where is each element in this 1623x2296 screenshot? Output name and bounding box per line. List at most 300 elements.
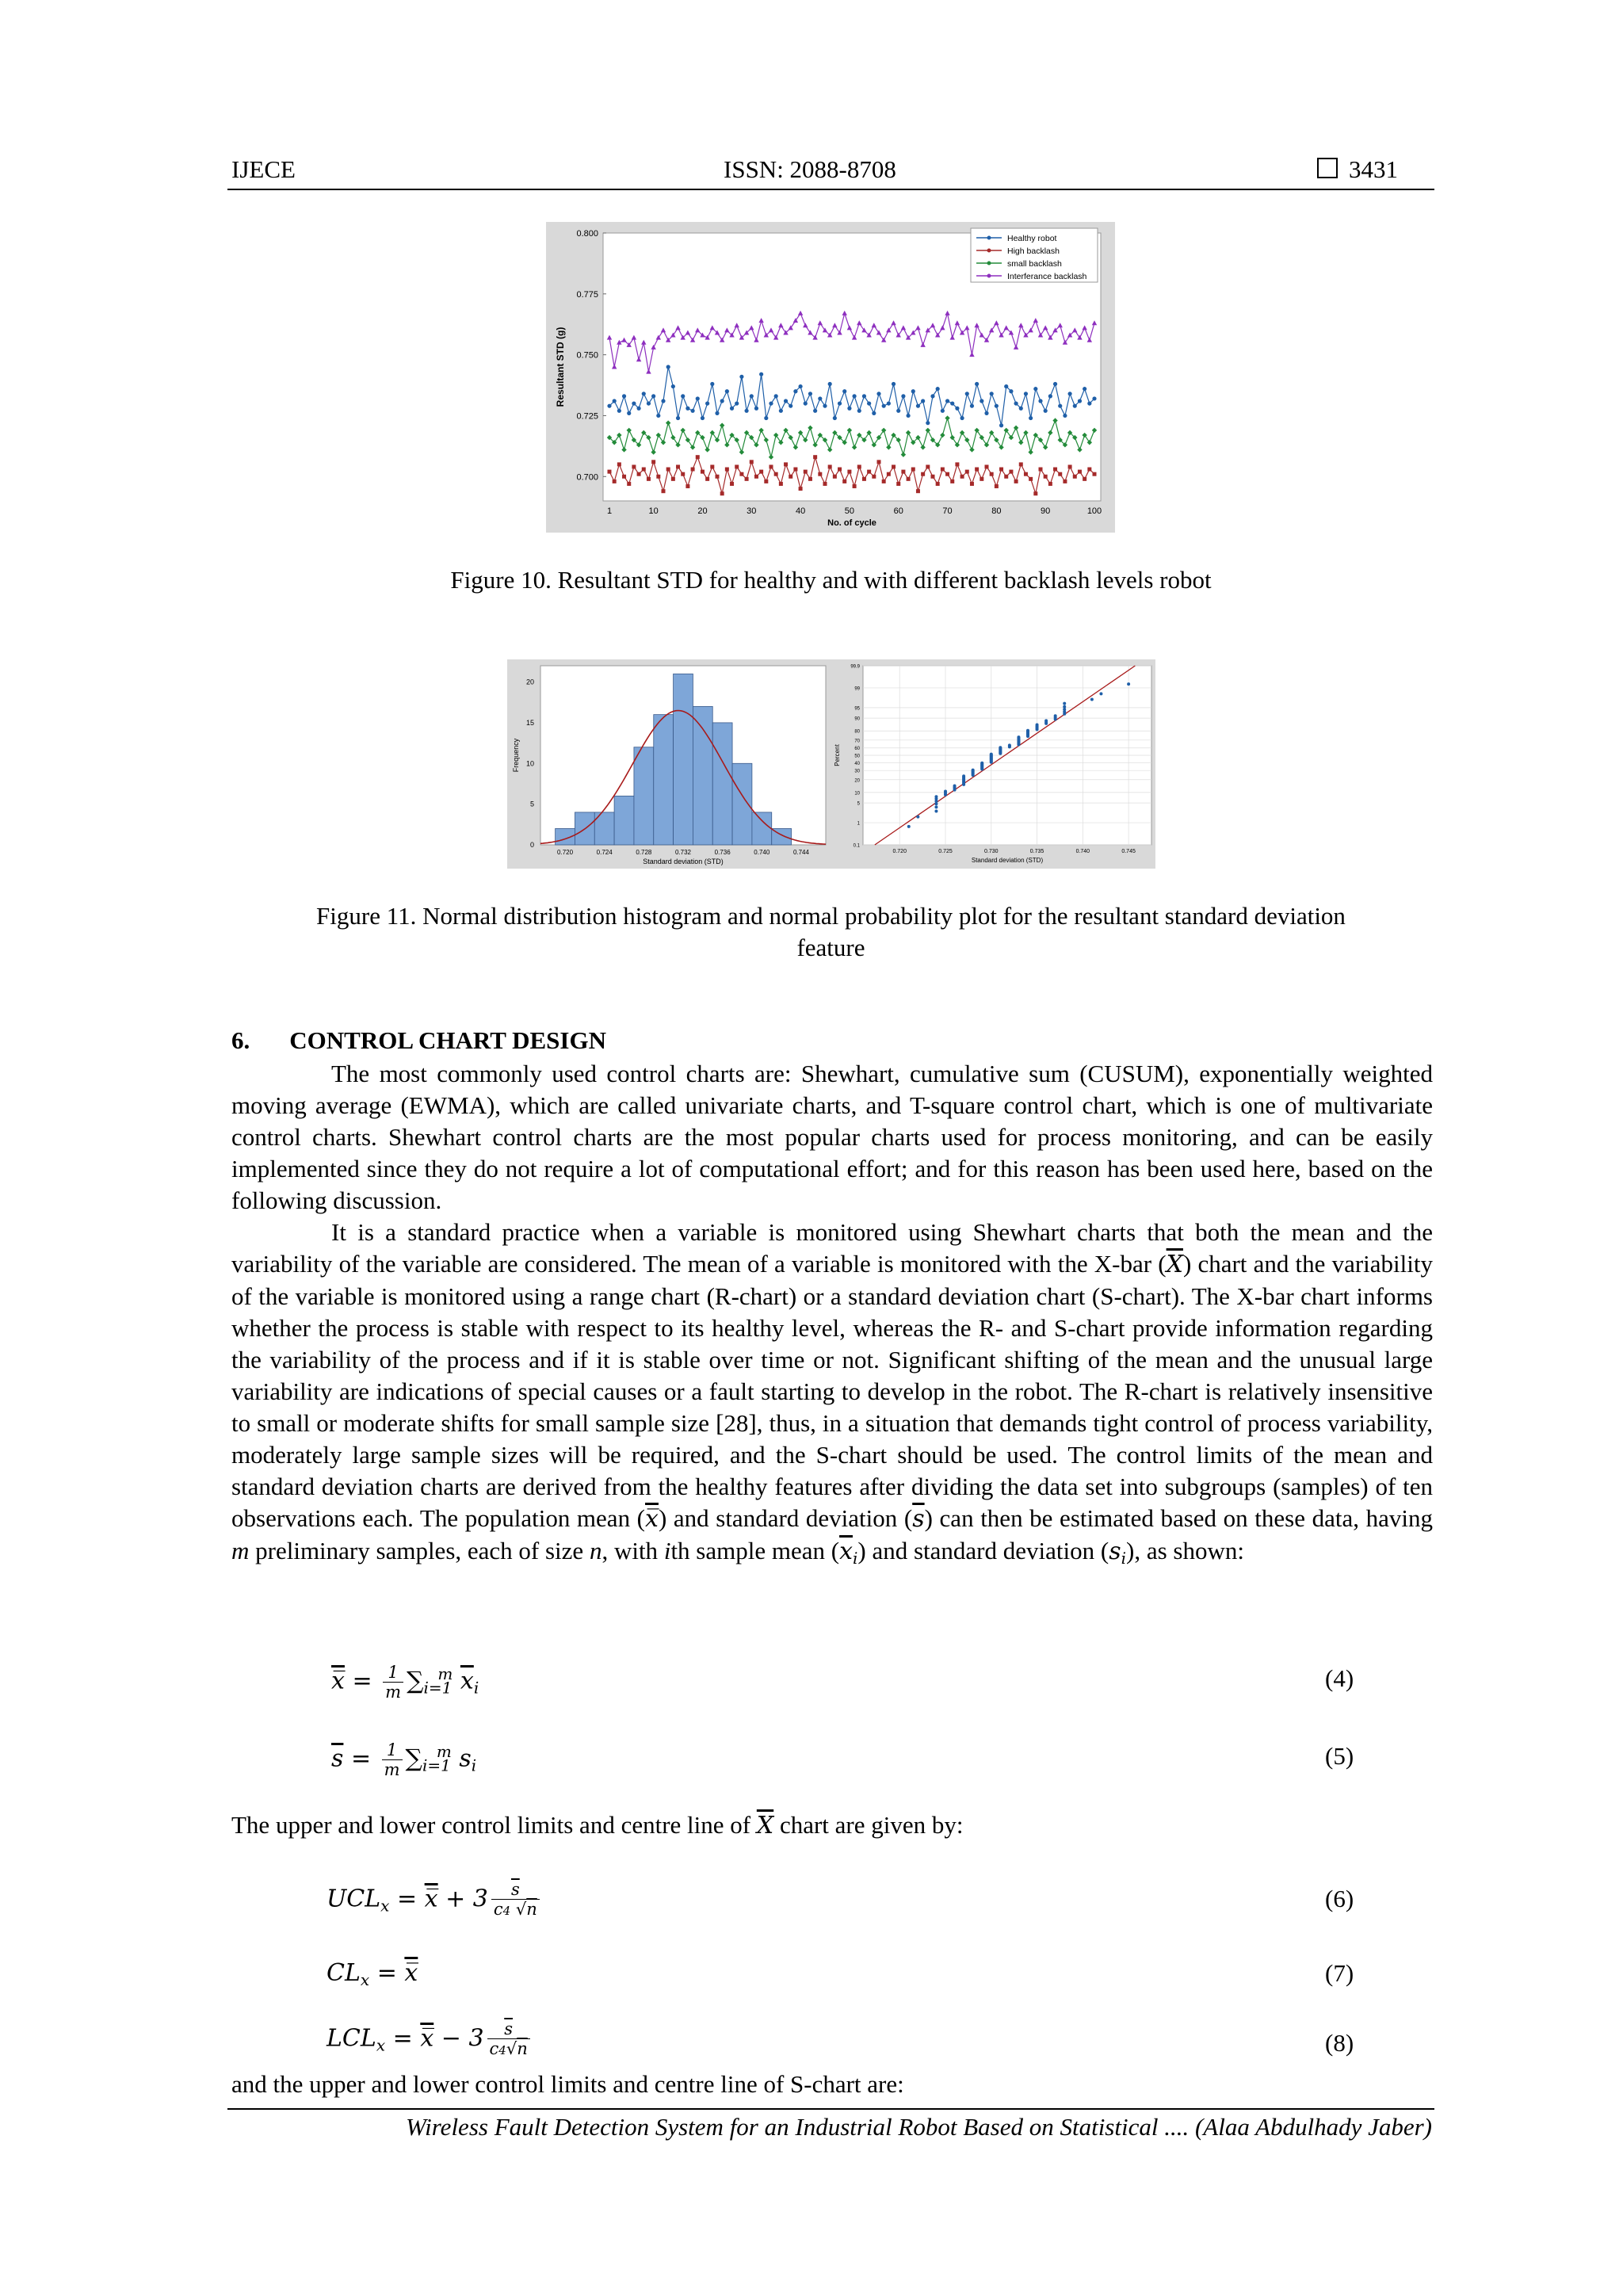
data-point (784, 399, 788, 403)
data-point (720, 491, 724, 495)
data-point (1024, 392, 1028, 395)
x-tick-label: 0.730 (984, 849, 999, 854)
equation-6-number: (6) (1325, 1885, 1354, 1912)
x-tick-label: 0.736 (714, 849, 731, 856)
data-point (793, 389, 797, 393)
data-point (735, 401, 739, 405)
data-point (642, 468, 646, 472)
y-tick-label: 50 (854, 754, 860, 759)
data-point (1053, 382, 1057, 386)
data-point (862, 477, 866, 481)
data-point (955, 462, 959, 466)
data-point (950, 479, 954, 483)
y-tick-label: 0 (529, 841, 534, 849)
histogram-bar (752, 812, 772, 845)
data-point (759, 470, 763, 474)
data-point (607, 404, 611, 408)
probability-point (1017, 735, 1020, 739)
data-point (1063, 414, 1067, 418)
data-point (842, 389, 846, 393)
data-point (828, 382, 832, 386)
data-point (1063, 479, 1067, 483)
data-point (1039, 468, 1043, 472)
header-rule (227, 189, 1434, 190)
probability-point (1090, 697, 1094, 701)
probability-point (1044, 719, 1048, 722)
data-point (950, 401, 954, 405)
probability-point (1063, 705, 1066, 709)
y-tick-label: 60 (854, 747, 860, 752)
data-point (739, 472, 743, 476)
y-axis-label: Resultant STD (g) (555, 327, 566, 407)
x-tick-label: 0.724 (596, 849, 613, 856)
data-point (1009, 470, 1013, 474)
x-axis-label: Standard deviation (STD) (643, 858, 724, 865)
p2-text-g: th sample mean ( (670, 1537, 840, 1564)
legend-label: High backlash (1007, 246, 1060, 256)
data-point (1019, 407, 1023, 411)
data-point (945, 399, 949, 403)
equation-6: $UCL_x$ = x̅ + 3 $\frac{\overline{s}}{c4 √n}$ (327, 1880, 543, 1920)
ucl-intro (231, 1811, 963, 1839)
data-point (1048, 482, 1052, 486)
x-tick-label: 0.740 (754, 849, 770, 856)
data-point (690, 409, 694, 413)
figure-10-caption: Figure 10. Resultant STD for healthy and with different backlash levels robot (450, 566, 1212, 594)
footer-text: Wireless Fault Detection System for an Industrial Robot Based on Statistical .... (Alaa Abdulhady Jaber) (406, 2113, 1432, 2141)
data-point (685, 484, 689, 488)
x-tick-label: 50 (844, 506, 855, 516)
data-point (980, 399, 983, 403)
xbar-symbol: $\overline{X}$ (1166, 1251, 1183, 1278)
x-tick-label: 60 (893, 506, 903, 516)
data-point (696, 396, 700, 400)
data-point (842, 479, 846, 483)
data-point (779, 409, 783, 413)
equation-8: $LCL_x$ = x̅ − 3 $\frac{\overline{s}}{c4√n}$ (327, 2019, 533, 2060)
data-point (1087, 468, 1091, 472)
data-point (696, 455, 700, 459)
data-point (995, 484, 999, 488)
x-tick-label: 30 (747, 506, 757, 516)
data-point (872, 411, 876, 415)
data-point (651, 460, 655, 464)
legend-marker (987, 274, 991, 278)
page-number: 3431 (1349, 155, 1398, 183)
figure-11-caption-line1: Figure 11. Normal distribution histogram and normal probability plot for the resultant standard deviation (316, 902, 1346, 930)
data-point (862, 394, 866, 398)
data-point (984, 411, 988, 415)
data-point (730, 407, 734, 411)
x-tick-label: 0.732 (674, 849, 692, 856)
x-tick-label: 20 (697, 506, 708, 516)
data-point (647, 401, 651, 405)
data-point (1044, 475, 1048, 479)
data-point (1004, 384, 1008, 388)
data-point (1014, 479, 1018, 483)
data-point (896, 409, 900, 413)
y-tick-label: 5 (529, 800, 534, 808)
data-point (887, 401, 891, 405)
data-point (1092, 396, 1096, 400)
data-point (622, 394, 626, 398)
data-point (739, 375, 743, 379)
s-chart-intro: and the upper and lower control limits and centre line of S-chart are: (231, 2070, 904, 2098)
data-point (744, 409, 748, 413)
x-axis-label: Standard deviation (STD) (971, 857, 1044, 864)
probability-point (1127, 682, 1130, 686)
x-tick-label: 0.745 (1121, 849, 1136, 854)
data-point (662, 489, 666, 493)
y-tick-label: 20 (854, 778, 860, 784)
y-tick-label: 0.775 (576, 289, 598, 300)
equation-4-number: (4) (1325, 1664, 1354, 1692)
data-point (1078, 470, 1082, 474)
data-point (759, 372, 763, 376)
data-point (970, 404, 974, 408)
data-point (896, 482, 900, 486)
histogram-bar (732, 763, 752, 845)
data-point (779, 482, 783, 486)
y-tick-label: 0.1 (853, 843, 860, 849)
data-point (715, 411, 719, 415)
data-point (931, 475, 935, 479)
legend-marker (987, 262, 991, 266)
x-tick-label: 1 (606, 506, 613, 516)
histogram-bar (674, 674, 693, 845)
data-point (833, 475, 837, 479)
data-point (911, 389, 915, 393)
data-point (970, 482, 974, 486)
probability-point (907, 825, 911, 828)
probability-point (953, 784, 957, 787)
equation-4: x̅ = $\frac{1}{m}$ $\sum_{i=1}^m$ $\overline{x}_i$ (331, 1663, 479, 1702)
probability-point (1063, 708, 1066, 711)
p2-text-b: ) chart and the variability of the variable is monitored using a range chart (R-chart) or a standard deviation chart (S-chart). The X-bar chart informs whether the process is stable with respect to its healthy level, whereas the R- and S-chart provide information regarding the variability of the process and if it is stable over time or not. Significant shifting of the mean and the unusual large variability are indications of special causes or a fault starting to develop in the robot. The R-chart is relatively insensitive to small or moderate shifts for small sample size [28], thus, in a situation that demands tight control of process variability, moderately large sample sizes will be required, and the S-chart should be used. The control limits of the mean and standard deviation charts are derived from the healthy features after dividing the data set into subgroups (samples) of ten observations each. The population mean ( (231, 1250, 1433, 1532)
p2-text-h: ) and standard deviation ( (857, 1537, 1109, 1564)
probability-point (934, 802, 938, 805)
paragraph-1: The most commonly used control charts are: Shewhart, cumulative sum (CUSUM), exponentially weighted moving average (EWMA), which are called univariate charts, and T-square control chart, which is one of multivariate control charts. Shewhart control charts are the most popular charts used for process monitoring, and can be easily implemented since they do not require a lot of computational effort; and for this reason has been used here, based on the following discussion. (231, 1060, 1433, 1214)
y-tick-label: 90 (854, 716, 860, 722)
probability-point (944, 790, 947, 793)
data-point (613, 479, 617, 483)
p2-text-f: , with (601, 1537, 664, 1564)
s-i-symbol: $s_i$ (1109, 1538, 1126, 1568)
i-symbol: i (663, 1537, 671, 1564)
data-point (990, 472, 994, 476)
y-tick-label: 70 (854, 739, 860, 744)
data-point (617, 462, 621, 466)
data-point (813, 455, 817, 459)
data-point (955, 407, 959, 411)
y-tick-label: 10 (854, 791, 860, 797)
data-point (681, 472, 685, 476)
data-point (838, 468, 842, 472)
data-point (1068, 464, 1072, 468)
data-point (999, 423, 1003, 427)
x-tick-label: 10 (648, 506, 659, 516)
probability-point (962, 774, 965, 777)
data-point (960, 416, 964, 420)
legend (971, 228, 1098, 282)
data-point (911, 468, 915, 472)
data-point (818, 396, 822, 400)
figure-11 (507, 659, 1155, 869)
data-point (847, 470, 851, 474)
ucl-intro-text: The upper and lower control limits and centre line of (231, 1811, 751, 1839)
probability-point (934, 805, 938, 808)
p2-text-a: It is a standard practice when a variable is monitored using Shewhart charts that both the mean and the variability of the variable are considered. The mean of a variable is monitored with the X-bar ( (231, 1218, 1433, 1278)
probability-point (934, 810, 938, 813)
p2-text-i: ), as shown: (1126, 1537, 1244, 1564)
data-point (798, 384, 802, 388)
data-point (853, 484, 857, 488)
data-point (1029, 416, 1033, 420)
y-tick-label: 10 (525, 759, 534, 768)
data-point (1093, 472, 1097, 476)
probability-point (1099, 692, 1102, 695)
xdoublebar-symbol: x̅ (645, 1505, 659, 1533)
data-point (627, 411, 631, 415)
data-point (906, 414, 910, 418)
x-tick-label: 0.728 (636, 849, 652, 856)
data-point (930, 394, 934, 398)
legend-marker (987, 249, 991, 253)
data-point (701, 470, 705, 474)
data-point (818, 472, 822, 476)
line-chart (546, 222, 1115, 533)
xbar-chart-symbol: $\overline{X}$ (756, 1812, 774, 1839)
data-point (636, 407, 640, 411)
x-tick-label: 0.735 (1029, 849, 1044, 854)
data-point (622, 475, 626, 479)
data-point (691, 468, 695, 472)
data-point (735, 464, 739, 468)
y-tick-label: 15 (525, 718, 534, 727)
data-point (774, 472, 778, 476)
data-point (1087, 401, 1091, 405)
x-tick-label: 0.740 (1075, 849, 1090, 854)
data-point (730, 482, 734, 486)
data-point (632, 401, 636, 405)
y-tick-label: 99.9 (850, 664, 860, 670)
data-point (784, 462, 788, 466)
data-point (804, 470, 808, 474)
data-point (1014, 401, 1018, 405)
data-point (632, 464, 636, 468)
data-point (936, 482, 940, 486)
histogram-bar (634, 747, 654, 845)
data-point (852, 394, 856, 398)
y-tick-label: 30 (854, 769, 860, 774)
data-point (710, 382, 714, 386)
data-point (769, 464, 773, 468)
data-point (813, 409, 817, 413)
data-point (750, 460, 754, 464)
data-point (789, 404, 792, 408)
probability-point (916, 816, 919, 819)
y-tick-label: 5 (857, 801, 860, 807)
m-symbol: m (231, 1537, 250, 1564)
data-point (916, 404, 920, 408)
equation-8-number: (8) (1325, 2029, 1354, 2057)
data-point (681, 394, 685, 398)
x-tick-label: 90 (1041, 506, 1051, 516)
data-point (941, 468, 945, 472)
data-point (1053, 468, 1057, 472)
data-point (676, 416, 680, 420)
data-point (838, 401, 842, 405)
x-tick-label: 0.720 (892, 849, 907, 854)
data-point (887, 472, 891, 476)
figure-11-caption (227, 900, 1434, 964)
section-number: 6. (231, 1026, 250, 1054)
data-point (1033, 491, 1037, 495)
data-point (725, 468, 729, 472)
data-point (876, 392, 880, 395)
data-point (1029, 477, 1033, 481)
data-point (1009, 389, 1013, 393)
data-point (1073, 475, 1077, 479)
data-point (720, 399, 724, 403)
data-point (799, 487, 803, 491)
data-point (661, 399, 665, 403)
probability-point (934, 795, 938, 798)
legend-marker (987, 236, 991, 240)
data-point (980, 477, 983, 481)
xbar-i-symbol: $\overline{x}_i$ (839, 1538, 858, 1568)
figure-10-chart (546, 222, 1115, 533)
y-tick-label: 99 (854, 686, 860, 692)
data-point (833, 416, 837, 420)
legend-label: small backlash (1007, 259, 1062, 269)
data-point (901, 394, 905, 398)
data-point (666, 365, 670, 369)
data-point (916, 489, 920, 493)
sbar-symbol: $\overline{s}$ (912, 1505, 925, 1533)
y-tick-label: 20 (525, 678, 534, 686)
data-point (1004, 475, 1008, 479)
data-point (1033, 387, 1037, 391)
data-point (872, 475, 876, 479)
data-point (1048, 394, 1052, 398)
data-point (666, 468, 670, 472)
issn: ISSN: 2088-8708 (724, 155, 896, 183)
section-title: CONTROL CHART DESIGN (289, 1026, 606, 1054)
data-point (1083, 387, 1086, 391)
data-point (705, 401, 709, 405)
histogram-bar (614, 796, 634, 845)
legend-label: Interferance backlash (1007, 272, 1087, 281)
p2-text-d: ) can then be estimated based on these data, having (924, 1504, 1433, 1532)
data-point (1024, 472, 1028, 476)
data-point (999, 468, 1003, 472)
data-point (710, 464, 714, 468)
data-point (941, 409, 945, 413)
data-point (965, 392, 969, 395)
data-point (754, 407, 758, 411)
data-point (857, 464, 861, 468)
equation-5: $\overline{s}$ = $\frac{1}{m}$ $\sum_{i=1}^m$ $s_i$ (331, 1740, 477, 1779)
probability-point (972, 769, 975, 772)
x-tick-label: 70 (942, 506, 953, 516)
data-point (921, 472, 925, 476)
y-tick-label: 0.750 (576, 350, 598, 361)
data-point (808, 477, 812, 481)
y-tick-label: 0.700 (576, 472, 598, 483)
data-point (926, 464, 930, 468)
data-point (892, 382, 896, 386)
data-point (793, 468, 797, 472)
data-point (828, 464, 832, 468)
data-point (651, 394, 655, 398)
paragraph-2 (231, 1217, 1433, 1574)
data-point (608, 470, 612, 474)
data-point (823, 404, 827, 408)
probability-point (1036, 724, 1039, 727)
data-point (926, 421, 930, 425)
data-point (945, 472, 949, 476)
data-point (823, 482, 827, 486)
data-point (1058, 472, 1062, 476)
data-point (901, 470, 905, 474)
data-point (676, 464, 680, 468)
data-point (867, 401, 871, 405)
equation-7-number: (7) (1325, 1959, 1354, 1987)
y-tick-label: 95 (854, 706, 860, 712)
probability-point (1063, 702, 1066, 705)
probability-plot (831, 659, 1155, 869)
probability-point (1026, 729, 1029, 732)
probability-point (1008, 743, 1011, 747)
data-point (975, 382, 979, 386)
data-point (965, 470, 969, 474)
data-point (671, 384, 675, 388)
section-heading (231, 1026, 606, 1055)
data-point (754, 475, 758, 479)
data-point (808, 392, 812, 395)
data-point (1038, 399, 1042, 403)
data-point (1044, 409, 1048, 413)
data-point (995, 404, 999, 408)
data-point (716, 475, 720, 479)
legend-label: Healthy robot (1007, 234, 1057, 243)
probability-point (1054, 714, 1057, 717)
y-tick-label: 0.725 (576, 411, 598, 422)
x-tick-label: 80 (991, 506, 1002, 516)
data-point (990, 392, 994, 395)
probability-point (990, 753, 993, 756)
data-point (936, 387, 940, 391)
x-tick-label: 0.720 (557, 849, 574, 856)
data-point (705, 477, 709, 481)
data-point (642, 392, 646, 395)
data-point (907, 477, 911, 481)
y-tick-label: 80 (854, 729, 860, 735)
x-tick-label: 0.725 (938, 849, 953, 854)
data-point (1067, 392, 1071, 395)
p2-text-e: preliminary samples, each of size (249, 1537, 590, 1564)
data-point (1083, 477, 1086, 481)
histogram-bar (693, 706, 712, 845)
data-point (877, 460, 881, 464)
data-point (847, 407, 851, 411)
data-point (892, 464, 896, 468)
data-point (656, 414, 660, 418)
equation-7: $CL_x$ = x̅ (327, 1959, 418, 1989)
data-point (617, 409, 621, 413)
x-tick-label: 40 (795, 506, 806, 516)
